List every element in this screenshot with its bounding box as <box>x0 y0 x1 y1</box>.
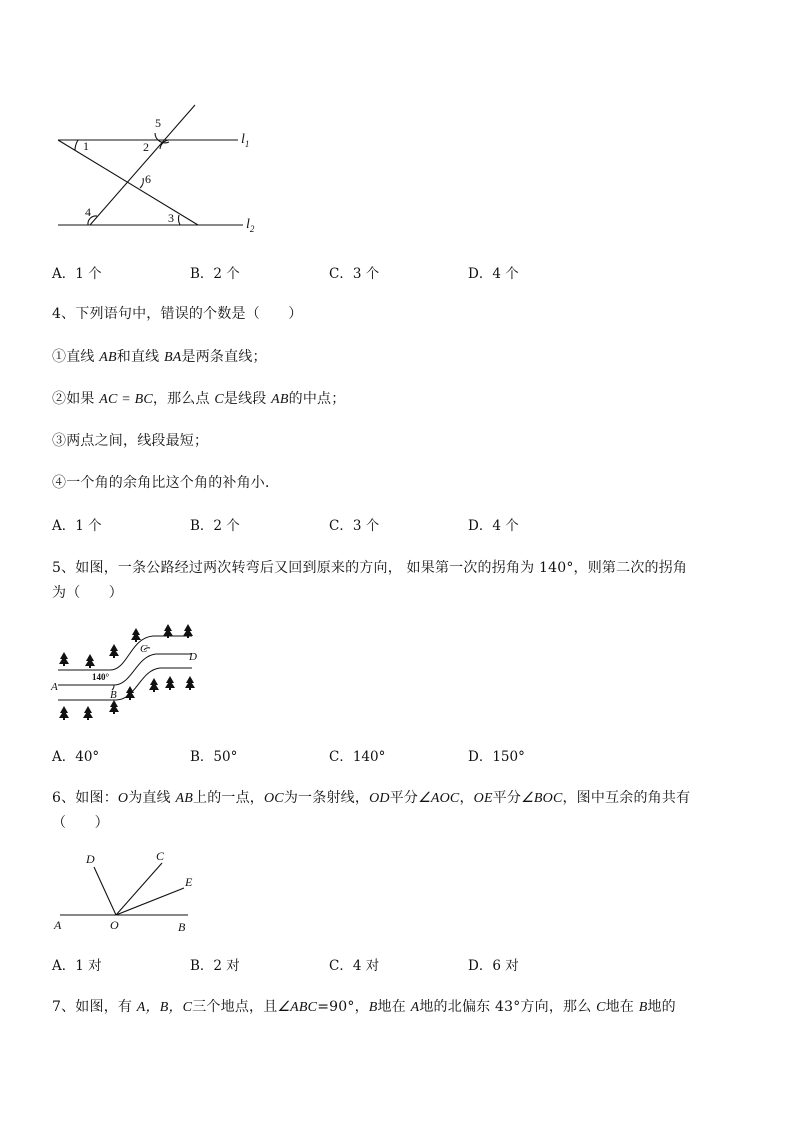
q3-option-a: A．1 个 <box>52 266 102 282</box>
ray-oe <box>116 888 184 915</box>
rays-label-c: C <box>156 849 165 863</box>
label-1: 1 <box>83 139 89 153</box>
q5-option-c: C．140° <box>329 749 386 765</box>
rays-label-e: E <box>185 875 193 889</box>
q5-option-d: D．150° <box>468 749 525 765</box>
parallel-lines-figure <box>40 95 280 240</box>
q4-option-a: A．1 个 <box>52 518 102 534</box>
q4-stem: 4、下列语句中，错误的个数是（ ） <box>52 306 303 322</box>
q6-stem-line1: 6、如图：O为直线 AB上的一点，OC为一条射线，OD平分∠AOC，OE平分∠BOC，图中互余的角共有 <box>52 790 691 806</box>
q6-option-d: D．6 对 <box>468 958 519 974</box>
road-label-a: A <box>51 681 58 693</box>
q3-option-b: B．2 个 <box>190 266 240 282</box>
q4-item-1: ①直线 AB和直线 BA是两条直线； <box>52 349 267 365</box>
label-6: 6 <box>145 172 151 186</box>
q4-option-d: D．4 个 <box>468 518 519 534</box>
q5-option-b: B．50° <box>190 749 238 765</box>
q5-stem-line1: 5、如图，一条公路经过两次转弯后又回到原来的方向， 如果第一次的拐角为 140°，则第二次的拐角 <box>52 560 688 576</box>
q7-stem-line1: 7、如图，有 A，B，C三个地点，且∠ABC=90°，B地在 A地的北偏东 43°方向，那么 C地在 B地的 <box>52 999 676 1015</box>
label-5: 5 <box>155 116 161 130</box>
road-label-b: B <box>110 689 117 701</box>
label-4: 4 <box>85 205 91 219</box>
q4-item-4: ④一个角的余角比这个角的补角小． <box>52 475 280 491</box>
road-angle-label: 140° <box>92 672 110 682</box>
rays-figure <box>48 845 198 935</box>
q6-option-c: C．4 对 <box>329 958 380 974</box>
label-l1: $l_1$ <box>241 132 250 149</box>
rays-label-a: A <box>54 918 62 932</box>
transversal-a <box>90 105 195 225</box>
q3-option-c: C．3 个 <box>329 266 380 282</box>
q3-option-d: D．4 个 <box>468 266 519 282</box>
q4-item-3: ③两点之间，线段最短； <box>52 433 209 449</box>
label-l2: $l_2$ <box>246 217 255 234</box>
q4-item-2: ②如果 AC = BC，那么点 C是线段 AB的中点； <box>52 391 346 407</box>
road-label-c: C <box>140 643 148 655</box>
transversal-b <box>58 140 198 225</box>
label-2: 2 <box>143 140 149 154</box>
ray-od <box>94 867 116 915</box>
ray-oc <box>116 863 162 915</box>
road-label-d: D <box>189 651 197 663</box>
q4-option-c: C．3 个 <box>329 518 380 534</box>
q5-option-a: A．40° <box>52 749 100 765</box>
q5-stem-line2: 为（ ） <box>52 585 123 601</box>
q6-stem-line2: （ ） <box>52 815 109 831</box>
tree-icons <box>59 624 195 720</box>
label-3: 3 <box>168 211 174 225</box>
road-figure <box>48 618 208 728</box>
q6-option-a: A．1 对 <box>52 958 102 974</box>
rays-label-b: B <box>178 920 186 934</box>
q4-option-b: B．2 个 <box>190 518 240 534</box>
q6-option-b: B．2 对 <box>190 958 240 974</box>
rays-label-o: O <box>110 918 119 932</box>
rays-label-d: D <box>86 852 95 866</box>
